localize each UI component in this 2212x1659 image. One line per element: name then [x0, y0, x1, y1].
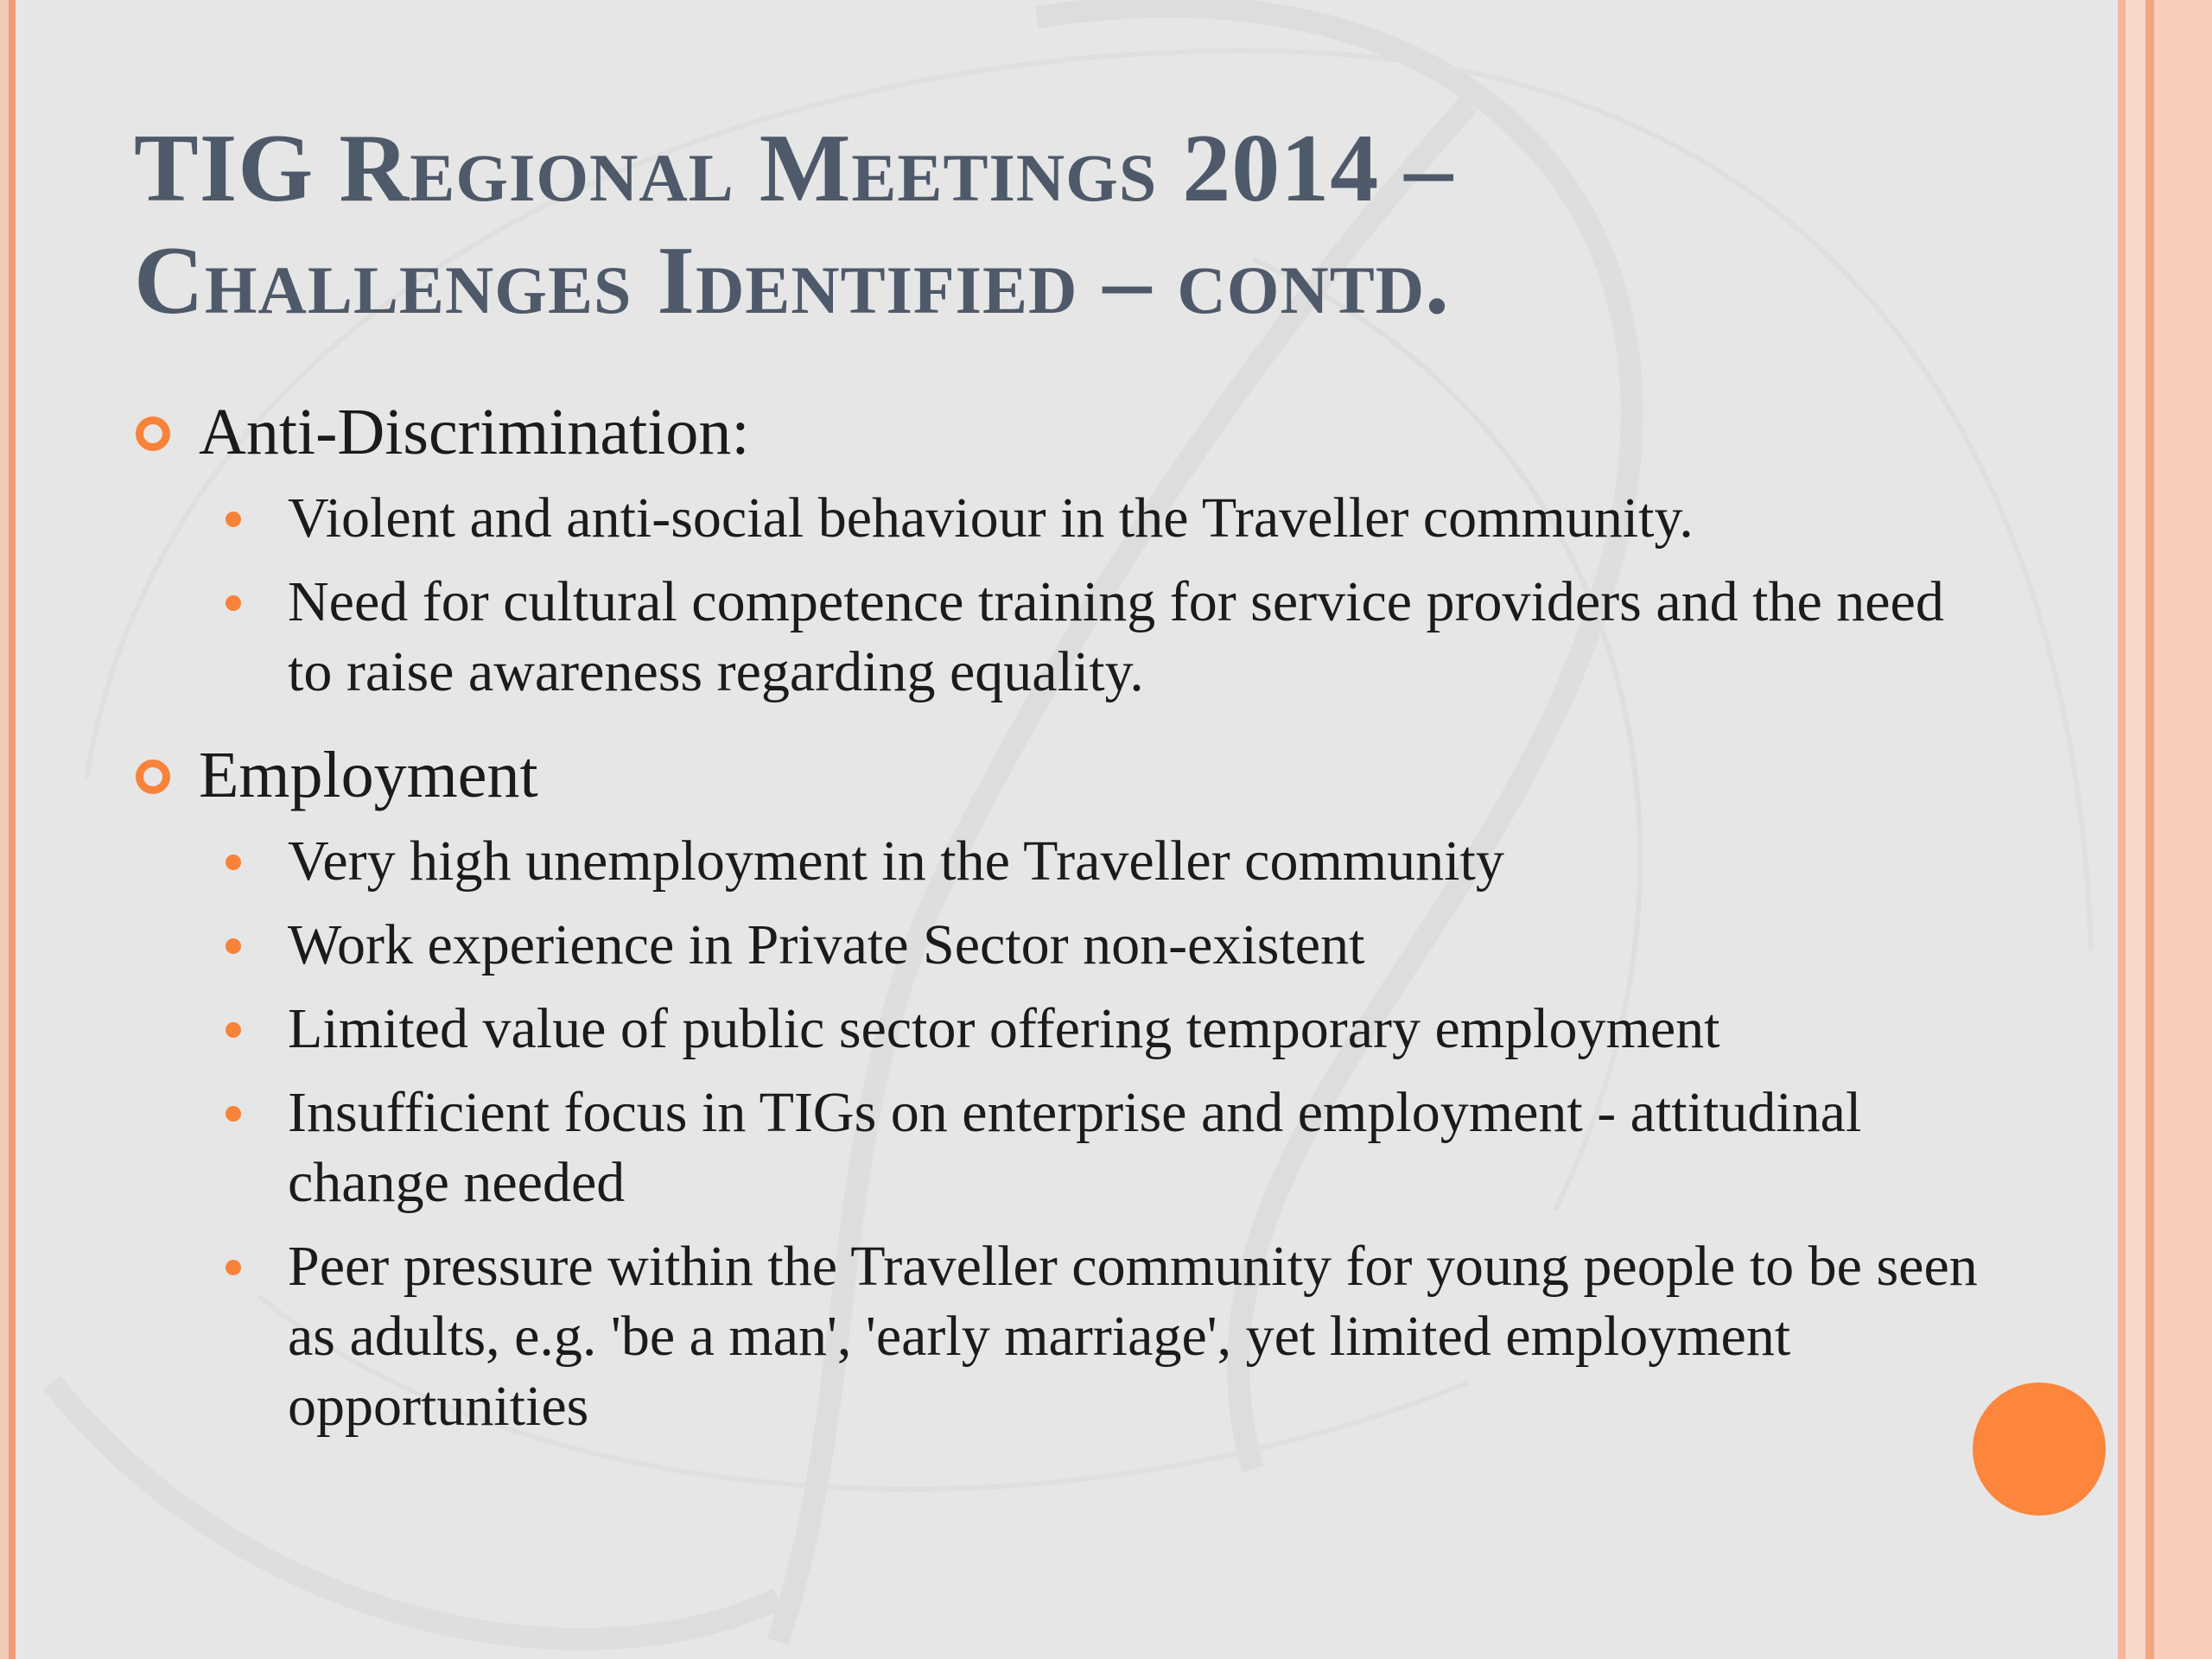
list-item-text: Limited value of public sector offering temporary employment [288, 997, 1720, 1060]
title-line-2: Challenges Identified – contd. [134, 227, 1451, 334]
list-item [134, 483, 1992, 553]
section-heading-text: Anti-Discrimination: [199, 396, 750, 468]
list-item-text: Peer pressure within the Traveller community for young people to be seen as adults, e.g. 'be a man', 'early marriage', yet limited employment opportunities [288, 1235, 1978, 1438]
title-line-1: TIG Regional Meetings 2014 – [134, 115, 1454, 222]
left-border-decoration [0, 0, 26, 1659]
slide-content [134, 393, 1992, 1471]
dot-bullet-icon [226, 938, 241, 954]
dot-bullet-icon [226, 1106, 241, 1122]
bullet-list [134, 826, 1992, 1441]
list-item [134, 1231, 1992, 1441]
dot-bullet-icon [226, 855, 241, 870]
list-item-text: Very high unemployment in the Traveller community [288, 830, 1504, 893]
orange-circle-decoration [1973, 1382, 2106, 1516]
list-item [134, 994, 1992, 1064]
bullet-list [134, 483, 1992, 707]
dot-bullet-icon [226, 512, 241, 527]
dot-bullet-icon [226, 1260, 241, 1275]
section-heading [134, 393, 1992, 471]
dot-bullet-icon [226, 1022, 241, 1038]
ring-bullet-icon [136, 416, 170, 451]
slide-title [134, 112, 1992, 337]
ring-bullet-icon [136, 760, 170, 794]
list-item [134, 1077, 1992, 1217]
list-item [134, 826, 1992, 896]
list-item-text: Work experience in Private Sector non-existent [288, 913, 1365, 976]
section-heading-text: Employment [199, 739, 538, 811]
dot-bullet-icon [226, 595, 241, 611]
list-item-text: Violent and anti-social behaviour in the Traveller community. [288, 486, 1694, 550]
list-item [134, 567, 1992, 707]
list-item-text: Need for cultural competence training for service providers and the need to raise awareness regarding equality. [288, 570, 1944, 703]
list-item [134, 910, 1992, 980]
list-item-text: Insufficient focus in TIGs on enterprise and employment - attitudinal change needed [288, 1081, 1862, 1214]
section-heading [134, 736, 1992, 814]
right-border-decoration [2113, 0, 2212, 1659]
